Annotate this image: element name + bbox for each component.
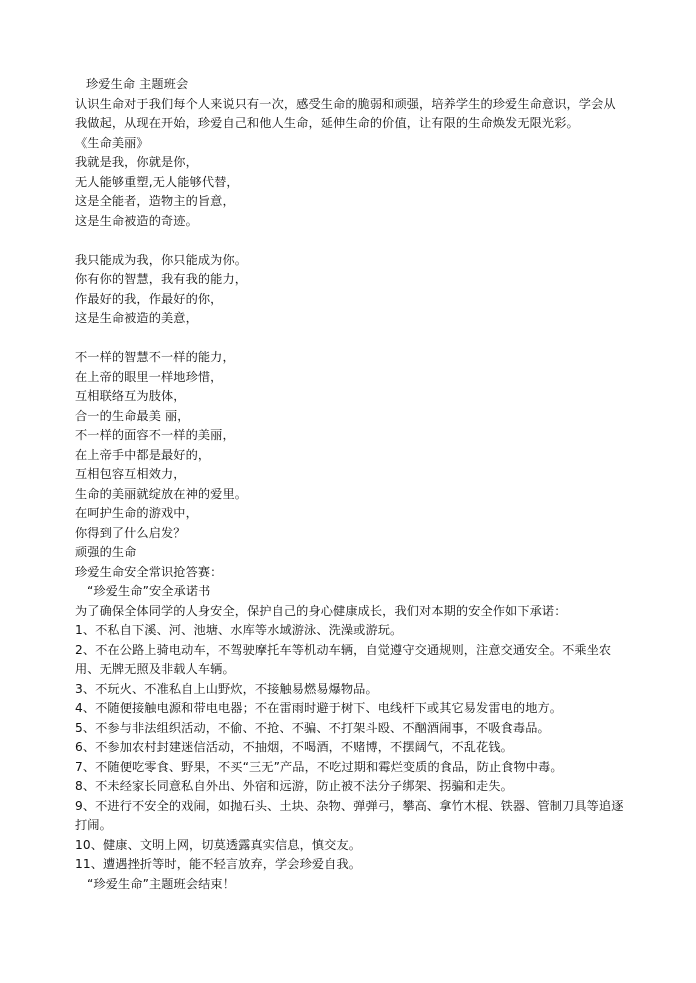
stanza-gap [75, 329, 625, 349]
pledge-item: 1、不私自下溪、河、池塘、水库等水域游泳、洗澡或游玩。 [75, 623, 403, 637]
stanza-gap [75, 231, 625, 251]
pledge-item: 8、不未经家长同意私自外出、外宿和远游，防止被不法分子绑架、拐骗和走失。 [75, 779, 513, 793]
pledge-item: 5、不参与非法组织活动，不偷、不抢、不骗、不打架斗殴、不酗酒闹事，不吸食毒品。 [75, 720, 550, 735]
poem-line: 不一样的智慧不一样的能力， [75, 350, 235, 364]
poem-line: 你有你的智慧，我有我的能力， [75, 272, 248, 286]
poem-line: 我只能成为我，你只能成为你。 [75, 252, 248, 267]
question-line: 在呵护生命的游戏中， [75, 506, 198, 520]
document-body [75, 75, 625, 894]
poem-line: 作最好的我，作最好的你， [75, 291, 223, 306]
poem-line: 不一样的面容不一样的美丽， [75, 428, 235, 442]
intro-paragraph: 认识生命对于我们每个人来说只有一次，感受生命的脆弱和顽强，培养学生的珍爱生命意识，学会从我做起，从现在开始，珍爱自己和他人生命，延伸生命的价值，让有限的生命焕发无限光彩。 [75, 96, 616, 130]
closing-line: “珍爱生命”主题班会结束！ [87, 876, 235, 891]
poem-title: 《生命美丽》 [75, 135, 149, 150]
poem-line: 在上帝的眼里一样地珍惜， [75, 369, 223, 384]
poem-line: 我就是我，你就是你， [75, 155, 198, 169]
poem-line: 合一的生命最美 丽， [75, 408, 190, 423]
poem-line: 这是生命被造的奇迹。 [75, 213, 198, 228]
pledge-item: 6、不参加农村封建迷信活动，不抽烟，不喝酒，不赌博，不摆阔气，不乱花钱。 [75, 740, 513, 754]
pledge-item: 3、不玩火、不准私自上山野炊，不接触易燃易爆物品。 [75, 681, 378, 696]
poem-line: 在上帝手中都是最好的， [75, 447, 211, 462]
section-heading-contest: 珍爱生命安全常识抢答赛： [75, 564, 223, 579]
pledge-intro: 为了确保全体同学的人身安全，保护自己的身心健康成长，我们对本期的安全作如下承诺： [75, 603, 567, 618]
section-heading-fragile: 顽强的生命 [75, 545, 137, 559]
pledge-item: 4、不随便接触电源和带电电器；不在雷雨时避于树下、电线杆下或其它易发雷电的地方。 [75, 701, 563, 715]
pledge-title: “珍爱生命”安全承诺书 [87, 584, 211, 598]
pledge-item: 9、不进行不安全的戏闹，如抛石头、土块、杂物、弹弹弓，攀高、拿竹木棍、铁器、管制刀具等追逐打闹。 [75, 798, 624, 832]
pledge-item: 11、遭遇挫折等时，能不轻言放弃，学会珍爱自我。 [75, 857, 362, 871]
pledge-item: 2、不在公路上骑电动车，不驾驶摩托车等机动车辆，自觉遵守交通规则，注意交通安全。不乘坐农用、无牌无照及非载人车辆。 [75, 642, 612, 676]
poem-line: 互相包容互相效力， [75, 467, 186, 481]
poem-line: 这是全能者，造物主的旨意， [75, 194, 235, 208]
poem-line: 生命的美丽就绽放在神的爱里。 [75, 486, 248, 501]
pledge-item: 10、健康、文明上网，切莫透露真实信息，慎交友。 [75, 837, 362, 852]
poem-line: 这是生命被造的美意， [75, 311, 198, 325]
poem-line: 互相联络互为肢体， [75, 389, 186, 403]
document-title: 珍爱生命 主题班会 [86, 77, 189, 91]
question-line: 你得到了什么启发？ [75, 525, 186, 540]
pledge-item: 7、不随便吃零食、野果，不买“三无”产品，不吃过期和霉烂变质的食品，防止食物中毒。 [75, 759, 563, 774]
poem-line: 无人能够重塑,无人能够代替， [75, 174, 239, 189]
